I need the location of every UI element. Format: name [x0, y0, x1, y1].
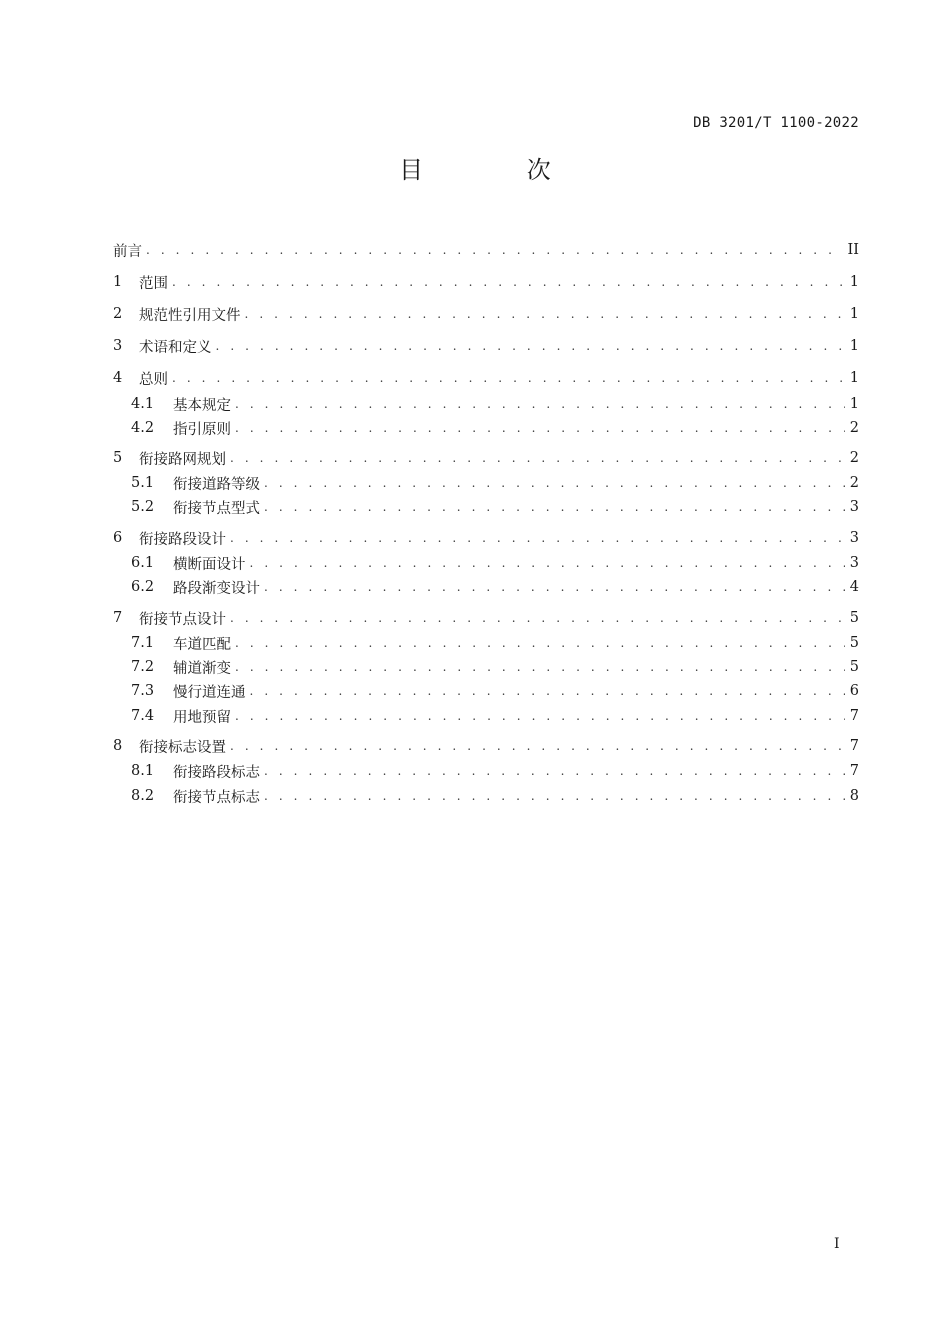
toc-number: 7.2: [131, 659, 155, 675]
toc-number: 7.4: [131, 708, 155, 724]
toc-entry[interactable]: [113, 301, 859, 327]
toc-page-number: 5: [849, 635, 859, 651]
toc-number: 5.1: [131, 475, 155, 491]
footer-page-number: I: [834, 1236, 840, 1252]
toc-page-number: II: [847, 242, 859, 258]
toc-page-number: 8: [849, 788, 859, 804]
toc-leader-dots: [235, 421, 845, 435]
toc-entry[interactable]: [113, 365, 859, 391]
toc-page-number: 5: [849, 610, 859, 626]
toc-leader-dots: [264, 500, 845, 514]
toc-label: 横断面设计: [173, 556, 246, 573]
toc-label: 车道匹配: [173, 636, 231, 653]
toc-entry[interactable]: [131, 550, 859, 576]
toc-page-number: 7: [849, 738, 859, 754]
toc-page-number: 3: [849, 499, 859, 515]
toc-leader-dots: [264, 580, 845, 594]
toc-entry[interactable]: [131, 630, 859, 656]
toc-number: 6.1: [131, 555, 155, 571]
toc-label: 基本规定: [173, 397, 231, 414]
toc-leader-dots: [172, 275, 845, 289]
toc-label: 衔接道路等级: [173, 476, 260, 493]
toc-label: 规范性引用文件: [139, 307, 241, 324]
toc-leader-dots: [235, 709, 845, 723]
toc-number: 7.1: [131, 635, 155, 651]
page-title: 目 次: [399, 156, 599, 184]
toc-page-number: 5: [849, 659, 859, 675]
toc-leader-dots: [264, 789, 845, 803]
toc-leader-dots: [235, 660, 845, 674]
toc-number: 5: [113, 450, 123, 466]
toc-label: 衔接路段设计: [139, 531, 226, 548]
toc-leader-dots: [250, 684, 846, 698]
toc-entry[interactable]: [113, 525, 859, 551]
toc-page-number: 7: [849, 708, 859, 724]
toc-entry[interactable]: [131, 758, 859, 784]
toc-entry[interactable]: [113, 333, 859, 359]
toc-leader-dots: [216, 339, 846, 353]
doc-code: DB 3201/T 1100-2022: [693, 115, 859, 131]
toc-entry[interactable]: [131, 654, 859, 680]
toc-number: 8.2: [131, 788, 155, 804]
toc-entry[interactable]: [131, 703, 859, 729]
toc-number: 4.2: [131, 420, 155, 436]
toc-leader-dots: [264, 764, 845, 778]
toc-page-number: 2: [849, 420, 859, 436]
toc-number: 7.3: [131, 683, 155, 699]
toc-leader-dots: [264, 476, 845, 490]
toc-number: 8.1: [131, 763, 155, 779]
toc-page-number: 1: [849, 370, 859, 386]
toc-number: 7: [113, 610, 123, 626]
toc-number: 6: [113, 530, 123, 546]
toc-number: 5.2: [131, 499, 155, 515]
toc-leader-dots: [230, 531, 845, 545]
toc-label: 前言: [113, 243, 142, 260]
toc-entry[interactable]: [131, 415, 859, 441]
toc-label: 指引原则: [173, 421, 231, 438]
toc-page-number: 7: [849, 763, 859, 779]
toc-page-number: 3: [849, 530, 859, 546]
toc-page-number: 2: [849, 450, 859, 466]
toc-leader-dots: [172, 371, 845, 385]
toc-entry[interactable]: [113, 733, 859, 759]
toc-label: 辅道渐变: [173, 660, 231, 677]
toc-page-number: 2: [849, 475, 859, 491]
toc-entry[interactable]: [131, 470, 859, 496]
toc-page-number: 1: [849, 306, 859, 322]
toc-leader-dots: [250, 556, 846, 570]
toc-leader-dots: [146, 243, 844, 257]
toc-leader-dots: [235, 397, 845, 411]
toc-entry[interactable]: [113, 269, 859, 295]
toc-leader-dots: [230, 451, 845, 465]
toc-entry[interactable]: [131, 574, 859, 600]
toc-label: 衔接标志设置: [139, 739, 226, 756]
toc-entry[interactable]: [113, 445, 859, 471]
toc-label: 路段渐变设计: [173, 580, 260, 597]
toc-page-number: 1: [849, 274, 859, 290]
toc-number: 2: [113, 306, 123, 322]
toc-number: 6.2: [131, 579, 155, 595]
toc-page-number: 1: [849, 396, 859, 412]
toc-number: 8: [113, 738, 123, 754]
toc-leader-dots: [230, 739, 845, 753]
toc-number: 4: [113, 370, 123, 386]
toc-entry[interactable]: [113, 237, 859, 263]
toc-entry[interactable]: [113, 605, 859, 631]
toc-label: 慢行道连通: [173, 684, 246, 701]
toc-label: 范围: [139, 275, 168, 292]
toc-label: 衔接路段标志: [173, 764, 260, 781]
toc-entry[interactable]: [131, 391, 859, 417]
toc-leader-dots: [230, 611, 845, 625]
toc-page-number: 6: [849, 683, 859, 699]
toc-label: 衔接节点型式: [173, 500, 260, 517]
toc-label: 总则: [139, 371, 168, 388]
toc-label: 术语和定义: [139, 339, 212, 356]
toc-label: 用地预留: [173, 709, 231, 726]
toc-label: 衔接节点设计: [139, 611, 226, 628]
toc-number: 4.1: [131, 396, 155, 412]
toc-label: 衔接节点标志: [173, 789, 260, 806]
toc-page-number: 3: [849, 555, 859, 571]
toc-label: 衔接路网规划: [139, 451, 226, 468]
toc-page-number: 4: [849, 579, 859, 595]
toc-entry[interactable]: [131, 494, 859, 520]
toc-number: 3: [113, 338, 123, 354]
toc-page-number: 1: [849, 338, 859, 354]
toc-leader-dots: [245, 307, 846, 321]
toc-number: 1: [113, 274, 123, 290]
toc-entry[interactable]: [131, 678, 859, 704]
toc-entry[interactable]: [131, 783, 859, 809]
toc-leader-dots: [235, 636, 845, 650]
